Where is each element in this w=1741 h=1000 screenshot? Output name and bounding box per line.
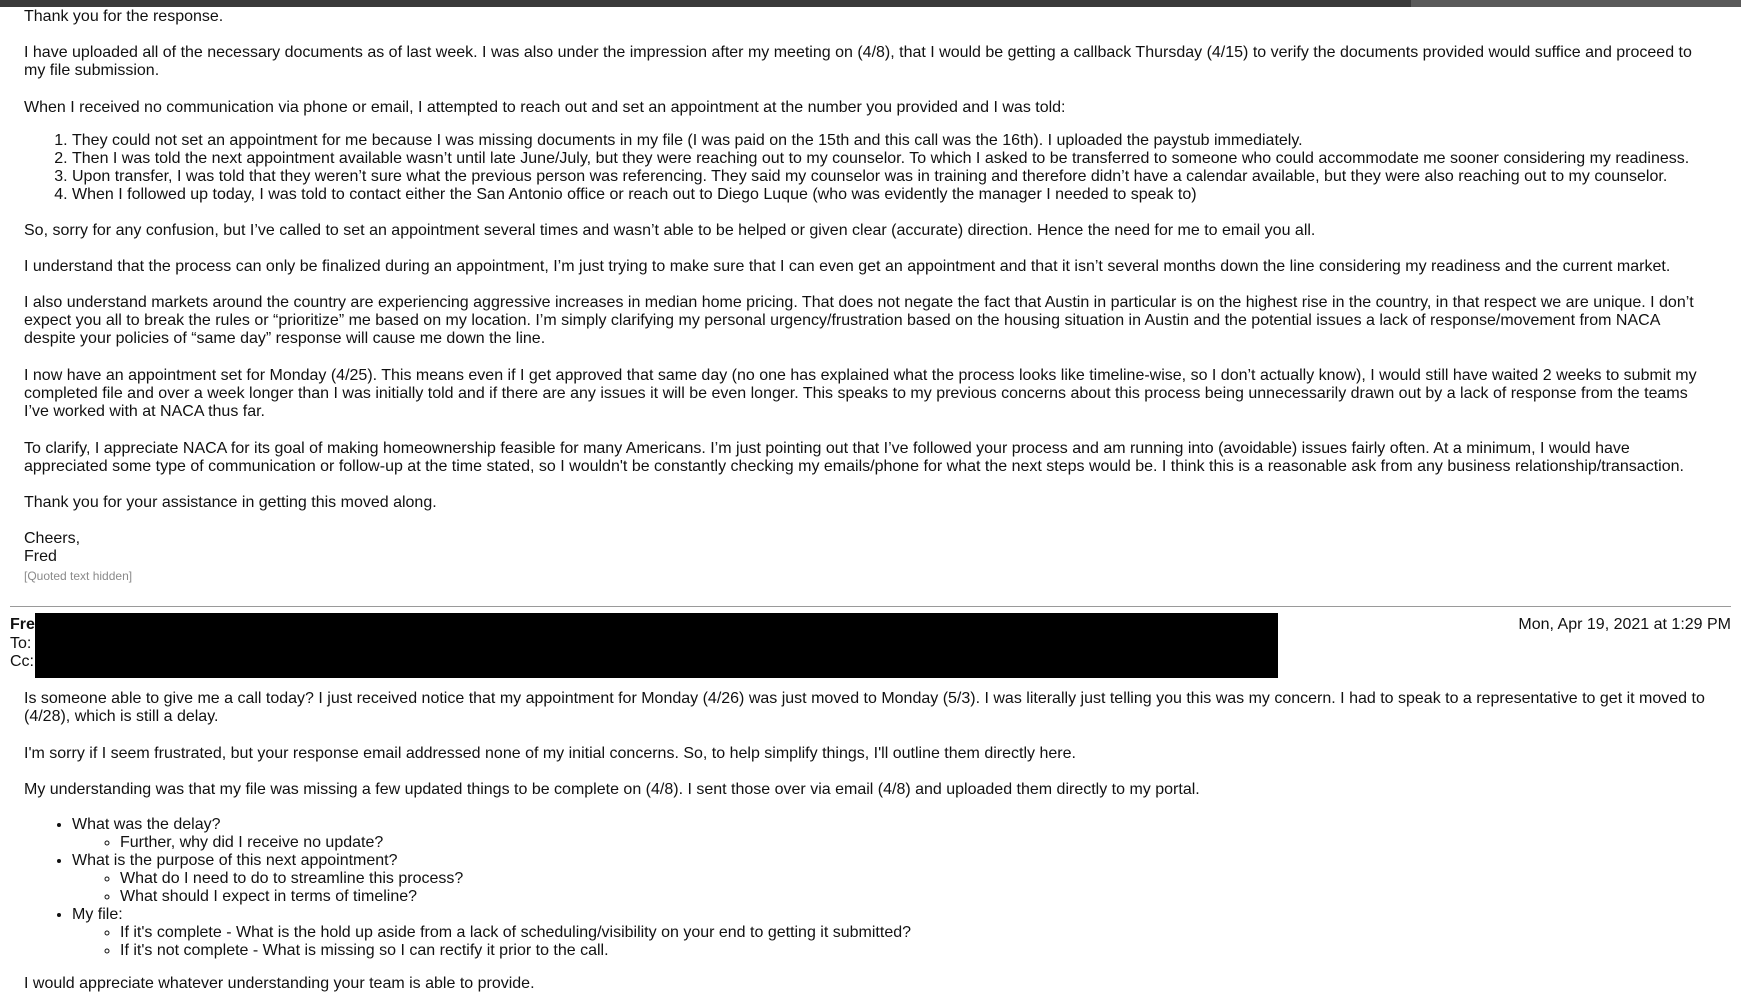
list-item-text: What was the delay? [72,816,221,833]
sub-list-item: ◦ Further, why did I receive no update? [120,834,1741,852]
list-item [72,816,1741,852]
message1-signoff: Cheers, [24,530,81,547]
quoted-text-toggle[interactable]: [Quoted text hidden] [24,569,133,583]
sub-list-item: ◦ If it's not complete - What is missing so I can rectify it prior to the call. [120,942,1741,960]
list-item-text: What is the purpose of this next appointment? [72,852,398,869]
message2-to-label: To: [10,635,32,652]
message-divider [10,606,1731,607]
sub-list [72,924,1741,960]
message1-paragraph-6: I now have an appointment set for Monday (4/25). This means even if I get approved that same day (no one has explained what the process looks like timeline-wise, so I don’t actually know), I would still have waited 2 weeks to submit my completed file and over a week longer than I was initially told and if there are any issues it will be even longer. This speaks to my previous concerns about this process being unnecessarily drawn out by a lack of response from the teams I’ve worked with at NACA thus far. [24,367,1697,420]
message2-paragraph-1: Is someone able to give me a call today? I just received notice that my appointment for Monday (4/26) was just moved to Monday (5/3). I was literally just telling you this was my concern. I had to speak to a representative to get it moved to (4/28), which is still a delay. [24,690,1705,725]
list-item: 2. Then I was told the next appointment available wasn’t until late June/July, but they were reaching out to my counselor. To which I asked to be transferred to someone who could accommodate me sooner considering my readiness. [72,150,1741,168]
redaction-block [35,613,1278,678]
message2-date: Mon, Apr 19, 2021 at 1:29 PM [1518,616,1731,633]
message1-paragraph-5: I also understand markets around the country are experiencing aggressive increases in median home pricing. That does not negate the fact that Austin in particular is on the highest rise in the country, in that respect we are unique. I don’t expect you all to break the rules or “prioritize” me based on my location. I’m simply clarifying my personal urgency/frustration based on the housing situation in Austin and the potential issues a lack of response/movement from NACA despite your policies of “same day” response will cause me down the line. [24,294,1694,347]
list-item [72,852,1741,906]
list-item-text: My file: [72,906,123,923]
message1-paragraph-3: So, sorry for any confusion, but I’ve called to set an appointment several times and wasn’t able to be helped or given clear (accurate) direction. Hence the need for me to email you all. [24,222,1316,239]
list-item: 1. They could not set an appointment for me because I was missing documents in my file (I was paid on the 15th and this call was the 16th). I uploaded the paystub immediately. [72,132,1741,150]
sub-list-item: ◦ What do I need to do to streamline this process? [120,870,1741,888]
message2-from-label[interactable]: Fre [10,616,35,633]
message2-paragraph-2: I'm sorry if I seem frustrated, but your response email addressed none of my initial concerns. So, to help simplify things, I'll outline them directly here. [24,745,1076,762]
window-top-bar-segment [1411,0,1741,7]
message2-paragraph-3: My understanding was that my file was missing a few updated things to be complete on (4/8). I sent those over via email (4/8) and uploaded them directly to my portal. [24,781,1200,798]
message1-greeting: Thank you for the response. [24,8,224,25]
sub-list [72,834,1741,852]
sub-list-item: ◦ If it's complete - What is the hold up aside from a lack of scheduling/visibility on your end to getting it submitted? [120,924,1741,942]
list-item: 4. When I followed up today, I was told to contact either the San Antonio office or reach out to Diego Luque (who was evidently the manager I needed to speak to) [72,186,1741,204]
message2-closing: I would appreciate whatever understanding your team is able to provide. [24,975,535,992]
message1-steps-list [24,132,1741,204]
message1-paragraph-7: To clarify, I appreciate NACA for its goal of making homeownership feasible for many Americans. I’m just pointing out that I’ve followed your process and am running into (avoidable) issues fairly often. At a minimum, I would have appreciated some type of communication or follow-up at the time stated, so I wouldn't be constantly checking my emails/phone for what the next steps would be. I think this is a reasonable ask from any business relationship/transaction. [24,440,1684,475]
message1-paragraph-2: When I received no communication via phone or email, I attempted to reach out and set an appointment at the number you provided and I was told: [24,99,1066,116]
message2-concerns-list [24,816,1741,960]
message1-paragraph-1: I have uploaded all of the necessary documents as of last week. I was also under the impression after my meeting on (4/8), that I would be getting a callback Thursday (4/15) to verify the documents provided would suffice and proceed to my file submission. [24,44,1692,79]
message1-paragraph-4: I understand that the process can only be finalized during an appointment, I’m just trying to make sure that I can even get an appointment and that it isn’t several months down the line considering my readiness and the current market. [24,258,1671,275]
list-item: 3. Upon transfer, I was told that they weren’t sure what the previous person was referencing. They said my counselor was in training and therefore didn’t have a calendar available, but they were also reaching out to my counselor. [72,168,1741,186]
sub-list-item: ◦ What should I expect in terms of timeline? [120,888,1741,906]
list-item [72,906,1741,960]
sub-list [72,870,1741,906]
message2-cc-label: Cc: [10,653,34,670]
message1-paragraph-8: Thank you for your assistance in getting this moved along. [24,494,437,511]
message1-sender-name: Fred [24,548,57,565]
